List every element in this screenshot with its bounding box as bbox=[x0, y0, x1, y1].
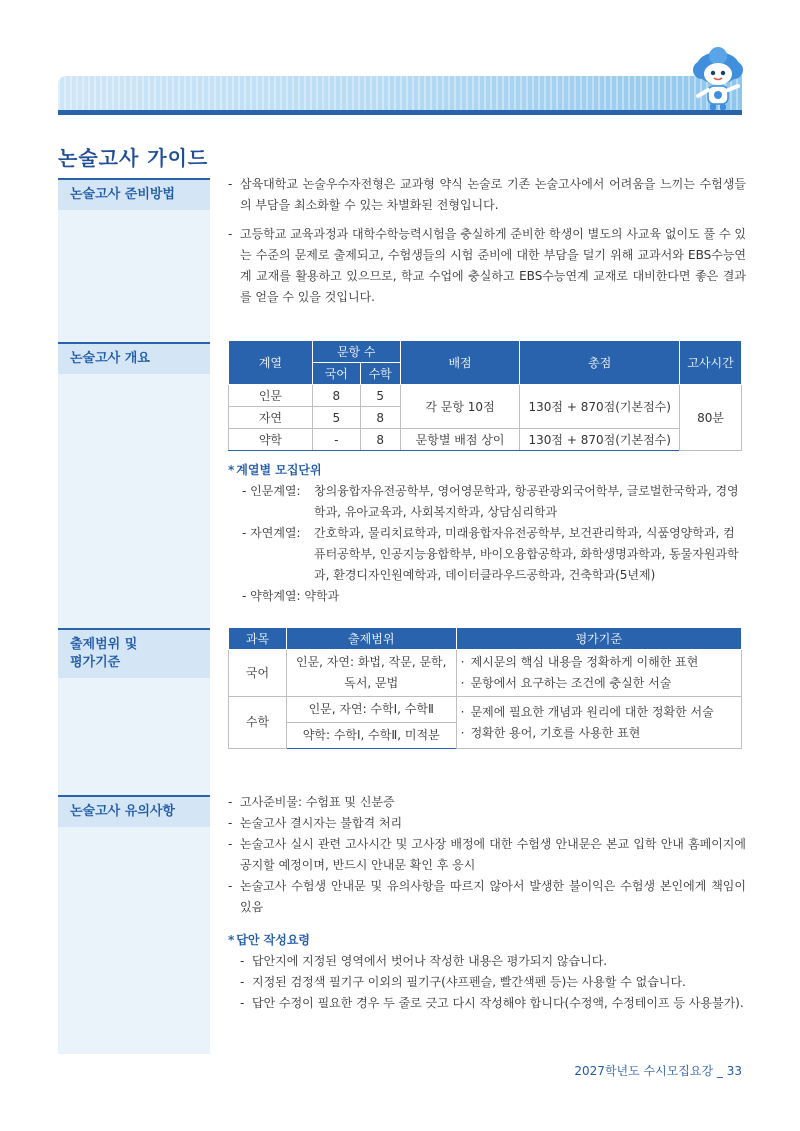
section-label-overview: 논술고사 개요 bbox=[58, 342, 210, 374]
shared-total: 130점 + 870점(기본점수) bbox=[520, 385, 680, 429]
caution-item: - 논술고사 결시자는 불합격 처리 bbox=[228, 816, 403, 830]
th-criteria: 평가기준 bbox=[456, 628, 741, 650]
units-humanities: - 인문계열: 창의융합자유전공학부, 영어영문학과, 항공관광외국어학부, 글로벌한국학과, 경영학과, 유아교육과, 사회복지학과, 상담심리학과 bbox=[242, 484, 739, 519]
prep-content bbox=[228, 174, 746, 316]
criteria-table bbox=[228, 627, 742, 749]
table-row: 인문 8 5 각 문항 10점 130점 + 870점(기본점수) 80분 bbox=[229, 385, 742, 407]
table-row: 국어 인문, 자연: 화법, 작문, 문학, 독서, 문법 · 제시문의 핵심 내용을 정확하게 이해한 표현 · 문항에서 요구하는 조건에 충실한 서술 bbox=[229, 650, 742, 697]
answer-item: - 답안지에 지정된 영역에서 벗어나 작성한 내용은 평가되지 않습니다. bbox=[240, 954, 608, 968]
caution-item: - 고사준비물: 수험표 및 신분증 bbox=[228, 795, 395, 809]
cloud-mascot-icon bbox=[688, 46, 748, 112]
answer-item: - 답안 수정이 필요한 경우 두 줄로 긋고 다시 작성해야 합니다(수정액, 수정테이프 등 사용불가). bbox=[240, 996, 744, 1010]
section-label-cautions: 논술고사 유의사항 bbox=[58, 795, 210, 827]
th-subject: 과목 bbox=[229, 628, 287, 650]
caution-item: - 논술고사 실시 관련 고사시간 및 고사장 배정에 대한 수험생 안내문은 본교 입학 안내 홈페이지에 공지할 예정이며, 반드시 안내문 확인 후 응시 bbox=[228, 837, 746, 872]
th-scope: 출제범위 bbox=[286, 628, 456, 650]
recruitment-units bbox=[228, 460, 746, 607]
header-band bbox=[58, 76, 742, 112]
asterisk-icon: * bbox=[228, 933, 235, 947]
exam-time: 80분 bbox=[680, 385, 742, 451]
section-label-criteria bbox=[58, 628, 210, 678]
table-row: 수학 인문, 자연: 수학Ⅰ, 수학Ⅱ · 문제에 필요한 개념과 원리에 대한 정확한 서술 · 정확한 용어, 기호를 사용한 표현 bbox=[229, 697, 742, 723]
answer-item: - 지정된 검정색 필기구 이외의 필기구(샤프펜슬, 빨간색펜 등)는 사용할 수 없습니다. bbox=[240, 975, 686, 989]
section-label-criteria-line2: 평가기준 bbox=[70, 655, 121, 670]
th-korean: 국어 bbox=[312, 363, 360, 385]
th-time: 고사시간 bbox=[680, 341, 742, 385]
caution-item: - 논술고사 수험생 안내문 및 유의사항을 따르지 않아서 발생한 불이익은 수험생 본인에게 책임이 있음 bbox=[228, 879, 746, 914]
units-pharmacy: - 약학계열: 약학과 bbox=[242, 589, 340, 603]
table-row: 자연 5 8 bbox=[229, 407, 742, 429]
asterisk-icon: * bbox=[228, 463, 235, 477]
section-label-criteria-line1: 출제범위 및 bbox=[70, 637, 138, 652]
th-track: 계열 bbox=[229, 341, 313, 385]
cautions-content bbox=[228, 792, 746, 918]
answer-heading: * 답안 작성요령 bbox=[228, 933, 311, 947]
th-total: 총점 bbox=[520, 341, 680, 385]
table-row: 약학 - 8 문항별 배점 상이 130점 + 870점(기본점수) bbox=[229, 429, 742, 451]
table-row: 약학: 수학Ⅰ, 수학Ⅱ, 미적분 bbox=[229, 723, 742, 749]
units-heading: * 계열별 모집단위 bbox=[228, 463, 322, 477]
page-footer: 2027학년도 수시모집요강 _ 33 bbox=[574, 1064, 742, 1078]
header-line bbox=[58, 110, 742, 115]
page-title: 논술고사 가이드 bbox=[58, 146, 209, 170]
units-science: - 자연계열: 간호학과, 물리치료학과, 미래융합자유전공학부, 보건관리학과, 식품영양학과, 컴퓨터공학부, 인공지능융합학부, 바이오융합공학과, 화학생명과학과, 동물자원과학과, 환경디자인원예학과, 데이터클라우드공학과, 건축학과(5년제) bbox=[242, 526, 739, 582]
th-math: 수학 bbox=[360, 363, 400, 385]
prep-item: - 고등학교 교육과정과 대학수학능력시험을 충실하게 준비한 학생이 별도의 사교육 없이도 풀 수 있는 수준의 문제로 출제되고, 수험생들의 시험 준비에 대한 부담을 덜기 위해 교과서와 EBS수능연계 교재를 활용하고 있으므로, 학교 수업에 충실하고 EBS수능연계 교재로 대비한다면 좋은 결과를 얻을 수 있을 것입니다. bbox=[228, 227, 746, 304]
left-column bbox=[58, 180, 210, 1054]
th-questions: 문항 수 bbox=[312, 341, 400, 363]
shared-points: 각 문항 10점 bbox=[400, 385, 520, 429]
overview-table bbox=[228, 340, 742, 451]
answer-guide bbox=[228, 930, 746, 1014]
th-points: 배점 bbox=[400, 341, 520, 385]
section-label-prep: 논술고사 준비방법 bbox=[58, 178, 210, 210]
prep-item: - 삼육대학교 논술우수자전형은 교과형 약식 논술로 기존 논술고사에서 어려움을 느끼는 수험생들의 부담을 최소화할 수 있는 차별화된 전형입니다. bbox=[228, 177, 746, 212]
